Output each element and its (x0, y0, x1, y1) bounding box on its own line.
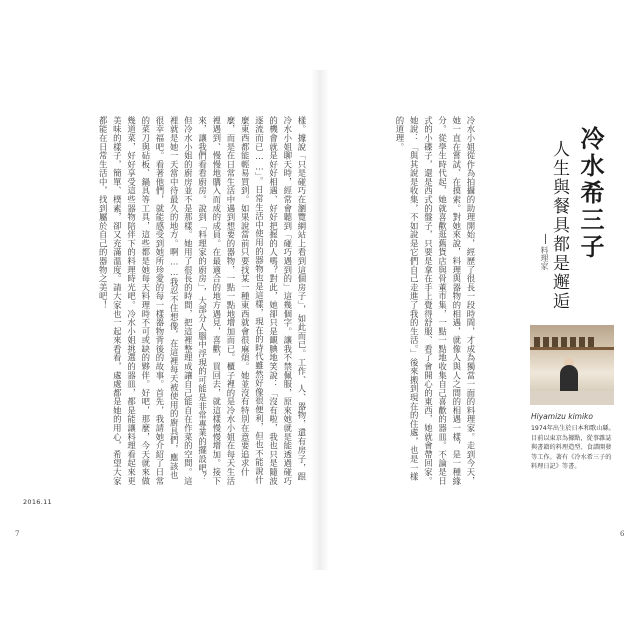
article-subtitle: 人生與餐具都是邂逅 (549, 140, 569, 311)
left-page-number: 7 (15, 530, 20, 538)
photo-shelf (530, 347, 614, 350)
caption-text: 1974年出生於日本和歌山縣。目前以東京為據點，從事雜誌與書籍的料理造型、食譜開發等工作。著有《冷水希三子的料理日記》等書。 (531, 425, 615, 470)
photo-caption (531, 412, 617, 472)
right-page-number: 6 (620, 530, 625, 538)
right-body-text: 冷水小姐從作為拍攝的助理開始，經歷了很長一段時間，才成為獨當一面的料理家。走到今天，她一直在嘗試、在摸索。對她來說，料理與器物的相遇，就像人與人之間的相遇一樣，是一種緣分。從學生時代起，她就喜歡逛舊貨店與骨董市集，一點一點地收集自己喜歡的器皿。不論是日式的小碟子，還是西式的盤子，只要是拿在手上覺得舒服、看了會開心的東西，她就會帶回家。她說：「與其說是收集，不如說是它們自己走進了我的生活。」後來搬到現在的住處，也是一樣的道理。 (394, 116, 476, 486)
photo-shelf-pots (534, 337, 594, 347)
book-spread (3, 70, 637, 570)
portrait-photo (530, 325, 614, 405)
role-divider (545, 234, 546, 244)
photo-table (530, 391, 614, 405)
left-page (3, 70, 320, 570)
right-page (320, 70, 637, 570)
date-stamp: 2016.11 (23, 498, 52, 506)
caption-name: Hiyamizu kimiko (531, 412, 593, 421)
article-title: 冷水希三子 (576, 126, 604, 261)
author-role: 料理家 (540, 246, 549, 270)
left-body-text: 樣。據說「只是碰巧在瀏覽網站上看到這個房子」，如此而已。工作、人、器物，還有房子，跟冷水小姐聊天時，經常會聽到「碰巧遇到的」這幾個字。讓我不禁佩服，原來她就是能透過碰巧的機會就是好好相遇、好好把握的人嗎？對此，她卻只是靦腆地笑說：「沒有啦，我也只是隨波逐流而已……」。日常生活中使用的器物也是這樣，現在的時代雖然好像很便利，但也不能說什麼東西都能輕易買到。如果說當前只要找某一種東西就會很麻煩。她並沒有特別在意要追求什麼，而是在日常生活中遇到想要的器物，一點一點地增加而已。櫃子裡的是冷水小姐在每天生活裡遇到、慢慢地購入而成的成員。在最適合的地方遇見，喜歡，買回去，就這樣慢慢增加。接下來，讓我們看看廚房。說到「料理家的廚房」，大部分人腦中浮現的可能是非常專業的擺設吧？但冷水小姐的廚房並不是那樣。她用了很長的時間，把這裡整理成讓自己能自在作菜的空間。這裡就是她一天當中待最久的地方。啊……我忍不住想像，在這裡每天被使用的廚具們，應該也很幸福吧。看著他們，就能感受到她所珍愛的每一樣器物背後的故事。首先，我請她介紹了日常的菜刀與砧板、鍋具等工具，這些都是她每天料理時不可或缺的夥伴。好吧，那麼，今天就來做幾道菜，好好享受這些器物陪伴下的料理時光吧。冷水小姐挑選的器皿，都是能讓料理看起來更美味的樣子，簡單、樸素，卻又充滿溫度。請大家也一起來看看，處處都是她的用心，希望大家都能在日常生活中，找到屬於自己的器物之美吧！ (98, 116, 307, 486)
article-title-block (502, 126, 612, 326)
